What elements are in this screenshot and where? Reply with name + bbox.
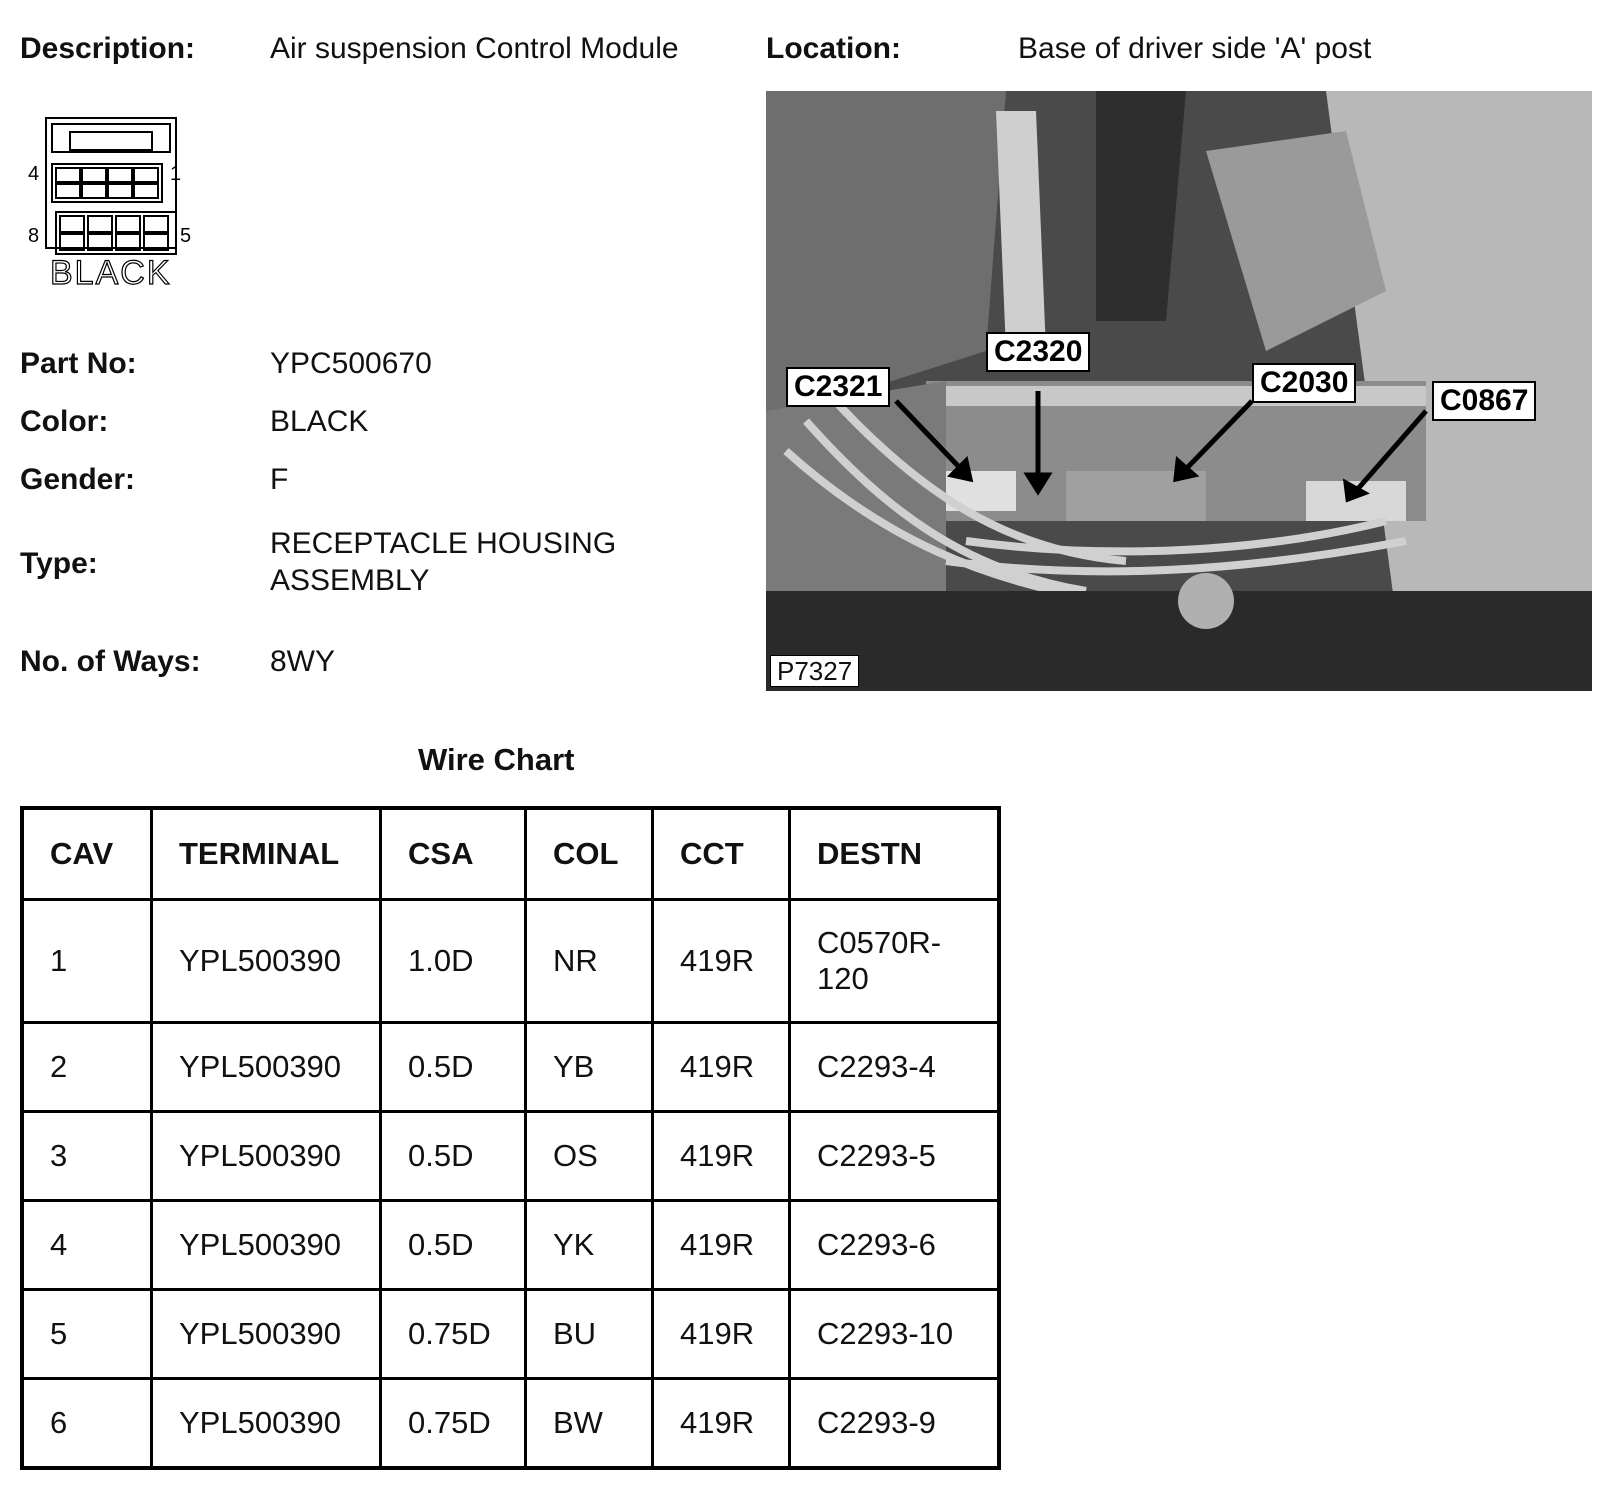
table-row — [22, 1112, 999, 1201]
ways-value: 8WY — [270, 645, 336, 678]
cell-cct: 419R — [653, 1379, 790, 1469]
wire-chart-table — [20, 806, 1001, 1470]
cell-terminal: YPL500390 — [152, 1379, 381, 1469]
cell-col: NR — [526, 900, 653, 1023]
cell-cav: 2 — [22, 1023, 152, 1112]
table-row — [22, 1023, 999, 1112]
cell-col: YB — [526, 1023, 653, 1112]
connector-diagram — [26, 112, 206, 292]
table-row — [22, 1290, 999, 1379]
cell-col: YK — [526, 1201, 653, 1290]
type-value-line1: RECEPTACLE HOUSING — [270, 527, 617, 560]
part-no-value: YPC500670 — [270, 347, 432, 380]
cell-terminal: YPL500390 — [152, 1023, 381, 1112]
callout-c2320: C2320 — [986, 332, 1090, 372]
cell-cct: 419R — [653, 1112, 790, 1201]
callout-c2321: C2321 — [786, 367, 890, 407]
cell-cav: 5 — [22, 1290, 152, 1379]
pin-4-label: 4 — [28, 163, 40, 185]
location-value: Base of driver side 'A' post — [1018, 32, 1372, 65]
location-photo — [766, 91, 1592, 691]
description-value: Air suspension Control Module — [270, 32, 679, 65]
cell-csa: 0.5D — [381, 1112, 526, 1201]
cell-terminal: YPL500390 — [152, 900, 381, 1023]
cell-destn: C2293-9 — [790, 1379, 1000, 1469]
callout-c2030: C2030 — [1252, 363, 1356, 403]
pin-8-label: 8 — [28, 225, 40, 247]
header-csa: CSA — [381, 808, 526, 900]
cell-cct: 419R — [653, 900, 790, 1023]
pin-1-label: 1 — [170, 163, 182, 185]
ways-label: No. of Ways: — [20, 645, 201, 678]
cell-destn: C2293-4 — [790, 1023, 1000, 1112]
cell-destn — [790, 900, 1000, 1023]
part-no-label: Part No: — [20, 347, 137, 380]
destn-line1: C0570R- — [817, 925, 942, 960]
cell-cct: 419R — [653, 1023, 790, 1112]
cell-terminal: YPL500390 — [152, 1112, 381, 1201]
callout-c0867: C0867 — [1432, 381, 1536, 421]
cell-destn: C2293-5 — [790, 1112, 1000, 1201]
color-value: BLACK — [270, 405, 369, 438]
color-label: Color: — [20, 405, 109, 438]
cell-csa: 1.0D — [381, 900, 526, 1023]
type-value-line2: ASSEMBLY — [270, 564, 430, 597]
table-row — [22, 1201, 999, 1290]
cell-csa: 0.5D — [381, 1201, 526, 1290]
location-label: Location: — [766, 32, 901, 65]
pin-5-label: 5 — [180, 225, 192, 247]
cell-col: BU — [526, 1290, 653, 1379]
cell-terminal: YPL500390 — [152, 1290, 381, 1379]
cell-cav: 6 — [22, 1379, 152, 1469]
gender-value: F — [270, 463, 289, 496]
cell-csa: 0.5D — [381, 1023, 526, 1112]
cell-csa: 0.75D — [381, 1379, 526, 1469]
header-cct: CCT — [653, 808, 790, 900]
cell-cav: 3 — [22, 1112, 152, 1201]
header-destn: DESTN — [790, 808, 1000, 900]
table-row — [22, 900, 999, 1023]
type-label: Type: — [20, 547, 98, 580]
cell-cct: 419R — [653, 1290, 790, 1379]
gender-label: Gender: — [20, 463, 136, 496]
cell-cav: 4 — [22, 1201, 152, 1290]
header-col: COL — [526, 808, 653, 900]
photo-reference-id: P7327 — [770, 655, 859, 687]
cell-terminal: YPL500390 — [152, 1201, 381, 1290]
cell-cav: 1 — [22, 900, 152, 1023]
table-header-row — [22, 808, 999, 900]
header-cav: CAV — [22, 808, 152, 900]
connector-face-icon — [26, 112, 206, 292]
cell-destn: C2293-6 — [790, 1201, 1000, 1290]
cell-col: OS — [526, 1112, 653, 1201]
connector-color-label: BLACK — [50, 254, 172, 292]
cell-col: BW — [526, 1379, 653, 1469]
header-terminal: TERMINAL — [152, 808, 381, 900]
wire-chart-title: Wire Chart — [418, 742, 575, 777]
description-label: Description: — [20, 32, 196, 65]
destn-line2: 120 — [817, 961, 869, 996]
cell-csa: 0.75D — [381, 1290, 526, 1379]
cell-cct: 419R — [653, 1201, 790, 1290]
cell-destn: C2293-10 — [790, 1290, 1000, 1379]
table-row — [22, 1379, 999, 1469]
